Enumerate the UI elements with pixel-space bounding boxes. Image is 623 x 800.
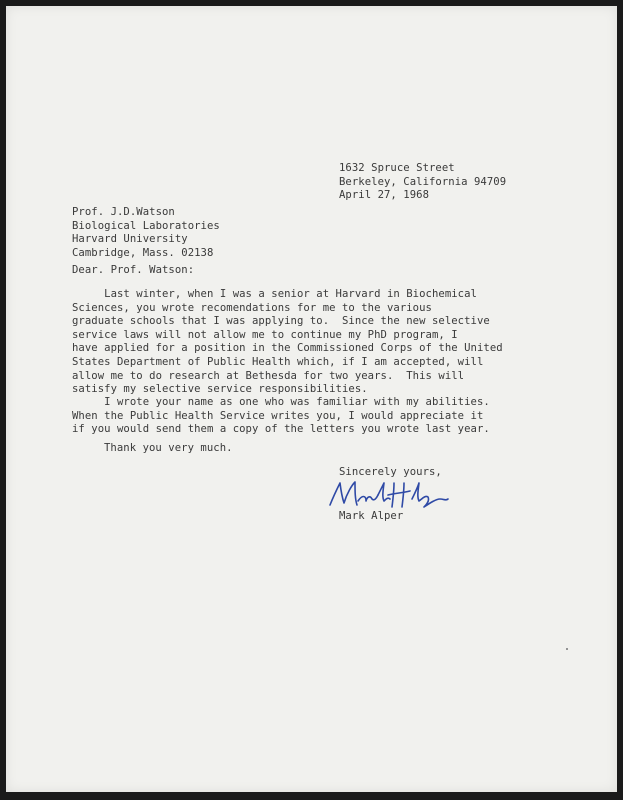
typed-signature-name: Mark Alper: [339, 510, 404, 522]
body-line: allow me to do research at Bethesda for two years. This will: [72, 369, 465, 382]
salutation: Dear. Prof. Watson:: [72, 264, 195, 276]
recipient-line: Harvard University: [72, 233, 188, 246]
body-line: satisfy my selective service responsibilities.: [72, 383, 368, 396]
body-paragraph-3: Thank you very much.: [104, 442, 233, 454]
paper-speck: [566, 648, 568, 650]
body-paragraph-1: [72, 288, 503, 397]
body-line: Last winter, when I was a senior at Harvard in Biochemical: [72, 288, 477, 300]
body-line: graduate schools that I was applying to. Since the new selective: [72, 315, 490, 328]
recipient-line: Prof. J.D.Watson: [72, 206, 175, 218]
letter-date: April 27, 1968: [339, 189, 429, 202]
recipient-address-block: [72, 206, 220, 260]
sender-address-block: [339, 162, 506, 203]
body-line: When the Public Health Service writes you, I would appreciate it: [72, 409, 484, 422]
body-line: I wrote your name as one who was familiar with my abilities.: [72, 396, 490, 408]
body-line: service laws will not allow me to continue my PhD program, I: [72, 328, 458, 341]
body-line: States Department of Public Health which, if I am accepted, will: [72, 355, 484, 368]
body-paragraph-2: [72, 396, 490, 437]
body-line: if you would send them a copy of the letters you wrote last year.: [72, 423, 490, 436]
body-line: Sciences, you wrote recomendations for me to the various: [72, 301, 432, 314]
recipient-line: Biological Laboratories: [72, 219, 220, 232]
handwritten-signature: [322, 477, 452, 511]
sender-street: 1632 Spruce Street: [339, 162, 455, 174]
recipient-line: Cambridge, Mass. 02138: [72, 246, 214, 259]
closing: Sincerely yours,: [339, 466, 442, 478]
sender-city: Berkeley, California 94709: [339, 175, 507, 188]
body-line: have applied for a position in the Commissioned Corps of the United: [72, 342, 503, 355]
